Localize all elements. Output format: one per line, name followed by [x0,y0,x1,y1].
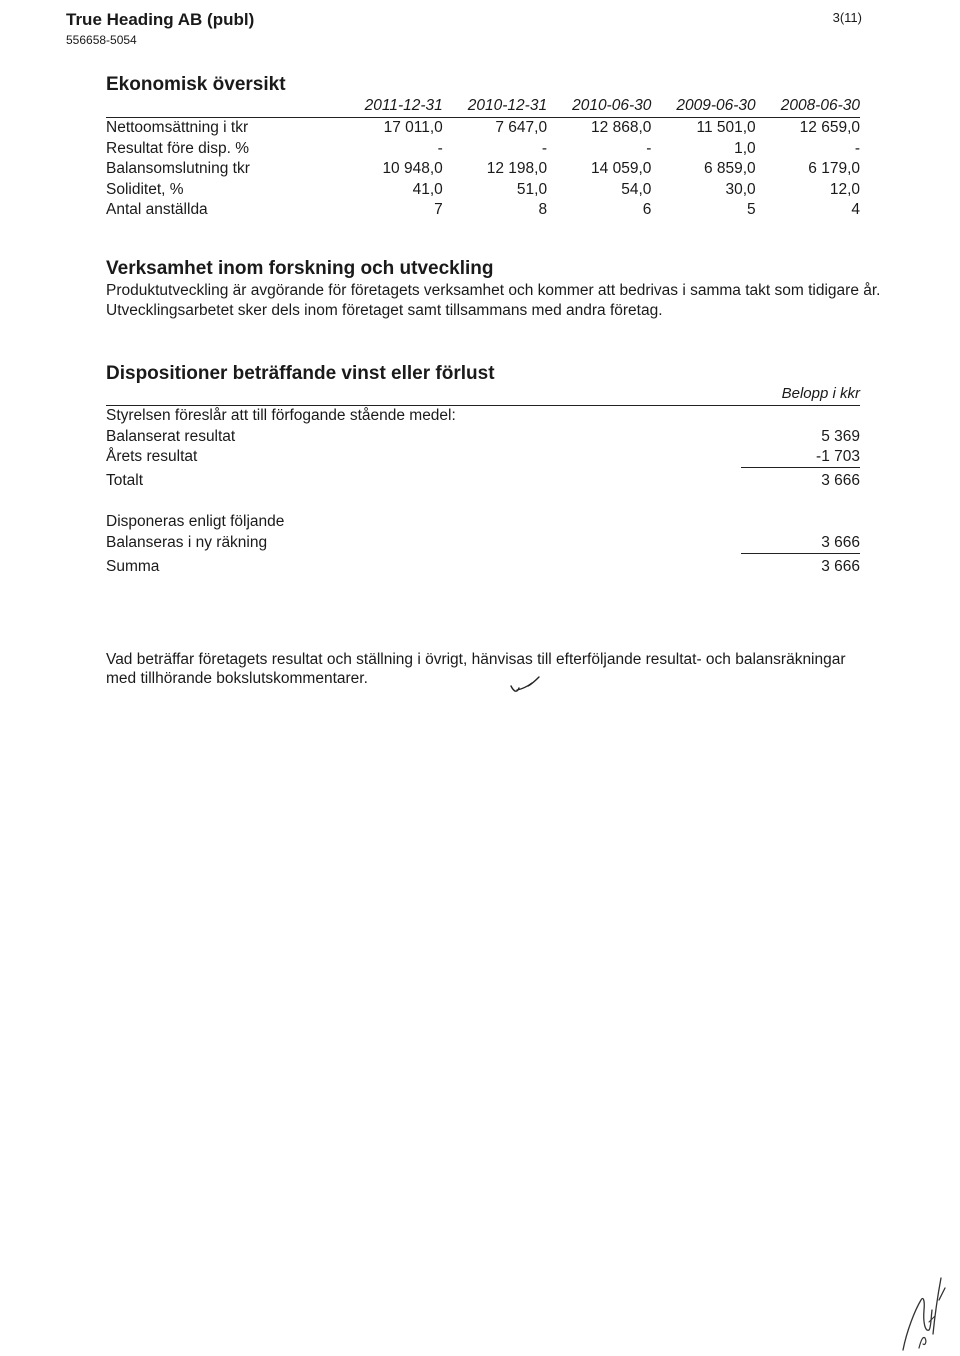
cell-value: 12,0 [829,180,860,198]
cell-value: 10 948,0 [382,160,443,177]
total-row [106,471,860,491]
cell-value: 17 011,0 [383,119,443,136]
column-header: 2008-06-30 [756,96,860,118]
cell-value: - [854,139,860,157]
table-row [106,159,860,180]
cell-value: - [437,139,443,157]
cell-value: 12 198,0 [486,160,548,177]
row-label: Resultat före disp. % [106,139,250,157]
allocation-heading-row [106,512,860,532]
cell-value: 4 [851,201,860,218]
column-header: 2011-12-31 [340,96,443,118]
cell-value: 12 659,0 [799,119,860,136]
overview-header-row [106,96,860,118]
column-header: 2009-06-30 [651,96,755,118]
column-header: 2010-12-31 [443,96,547,118]
amount-unit-header: Belopp i kkr [781,385,860,402]
allocation-heading: Disponeras enligt följande [106,513,285,530]
retained-earnings-row [106,427,860,447]
subtotal-line [741,467,860,468]
row-label: Antal anställda [106,201,208,218]
page-number: 3(11) [832,10,862,25]
row-label: Soliditet, % [106,180,184,198]
cell-value: 51,0 [516,180,548,198]
carried-forward-value: 3 666 [821,534,860,551]
overview-table [106,96,860,221]
carried-forward-label: Balanseras i ny räkning [106,534,268,551]
cell-value: 6 [642,201,652,218]
cell-value: 6 179,0 [808,160,860,177]
proposal-heading-row [106,406,860,426]
table-row [106,200,860,221]
cell-value: 11 501,0 [696,119,756,136]
retained-earnings-value: 5 369 [821,428,860,445]
cell-value: - [541,139,548,157]
cell-value: - [646,139,652,157]
sum-value: 3 666 [821,558,860,575]
cell-value: 12 868,0 [591,119,652,136]
dispositions-title: Dispositioner beträffande vinst eller förlust [106,363,495,384]
org-number: 556658-5054 [66,33,137,47]
column-header: 2010-06-30 [547,96,651,118]
cell-value: 14 059,0 [591,160,652,177]
row-label: Balansomslutning tkr [106,160,250,177]
retained-earnings-label: Balanserat resultat [106,428,236,445]
year-result-row [106,447,860,467]
table-row [106,139,860,160]
company-name: True Heading AB (publ) [66,10,255,29]
cell-value: 8 [538,201,548,218]
cell-value: 54,0 [621,180,652,198]
cell-value: 6 859,0 [703,160,756,177]
overview-title: Ekonomisk översikt [106,74,286,95]
cell-value: 1,0 [734,139,756,157]
sum-label: Summa [106,558,160,575]
initials-mark [508,674,542,696]
cell-value: 5 [747,201,756,218]
research-paragraph: Produktutveckling är avgörande för företagets verksamhet och kommer att bedrivas i samma takt som tidigare år. Utvecklingsarbetet sker dels inom företaget samt tillsammans med andra företag. [106,282,881,319]
table-row [106,180,860,201]
carried-forward-row [106,533,860,553]
sum-line [741,553,860,554]
cell-value: 41,0 [412,180,443,198]
cell-value: 30,0 [725,180,756,198]
sum-row [106,557,860,577]
cell-value: 7 [434,201,443,218]
research-title: Verksamhet inom forskning och utveckling [106,258,494,279]
row-label: Nettoomsättning i tkr [106,119,249,136]
year-result-value: -1 703 [816,448,860,465]
total-value: 3 666 [821,472,860,489]
overview-header-blank [106,96,340,118]
total-label: Totalt [106,472,144,489]
table-row [106,118,860,139]
proposal-heading: Styrelsen föreslår att till förfogande stående medel: [106,407,456,424]
year-result-label: Årets resultat [106,448,198,465]
closing-paragraph: Vad beträffar företagets resultat och ställning i övrigt, hänvisas till efterföljande resultat- och balansräkningar med tillhörande bokslutskommentarer. [106,651,846,687]
handwritten-signature [895,1270,955,1356]
cell-value: 7 647,0 [495,119,548,136]
